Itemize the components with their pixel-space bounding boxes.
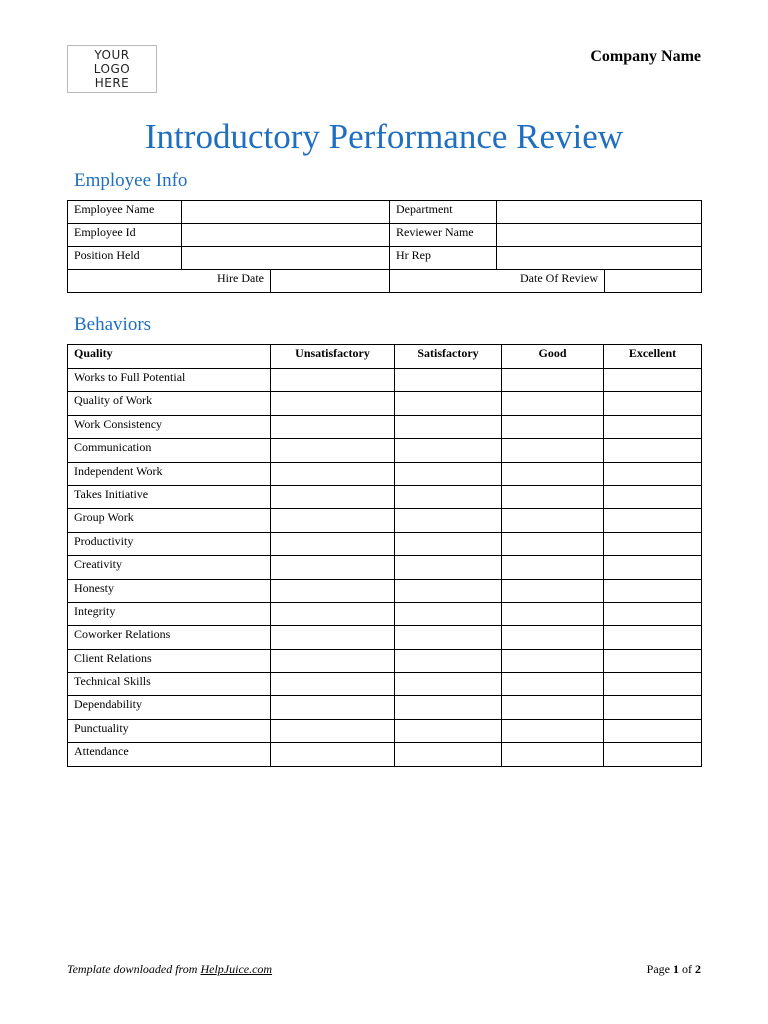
behavior-label: Technical Skills bbox=[68, 673, 271, 696]
rating-cell-excellent[interactable] bbox=[604, 719, 702, 742]
table-row bbox=[68, 602, 702, 625]
rating-cell-excellent[interactable] bbox=[604, 462, 702, 485]
rating-cell-excellent[interactable] bbox=[604, 696, 702, 719]
behavior-label: Works to Full Potential bbox=[68, 369, 271, 392]
rating-cell-good[interactable] bbox=[502, 579, 604, 602]
rating-cell-unsatisfactory[interactable] bbox=[271, 532, 395, 555]
department-label: Department bbox=[390, 201, 497, 224]
column-header-good: Good bbox=[502, 345, 604, 369]
behavior-label: Independent Work bbox=[68, 462, 271, 485]
department-field[interactable] bbox=[497, 201, 702, 224]
employee-info-table bbox=[67, 200, 702, 293]
behavior-label: Group Work bbox=[68, 509, 271, 532]
rating-cell-satisfactory[interactable] bbox=[395, 579, 502, 602]
table-header-row bbox=[68, 345, 702, 369]
table-row bbox=[68, 579, 702, 602]
rating-cell-excellent[interactable] bbox=[604, 626, 702, 649]
table-row bbox=[68, 696, 702, 719]
table-row bbox=[68, 369, 702, 392]
rating-cell-excellent[interactable] bbox=[604, 509, 702, 532]
rating-cell-excellent[interactable] bbox=[604, 439, 702, 462]
table-row bbox=[68, 485, 702, 508]
page-current: 1 bbox=[673, 962, 679, 976]
table-row bbox=[68, 532, 702, 555]
rating-cell-unsatisfactory[interactable] bbox=[271, 579, 395, 602]
table-row bbox=[68, 743, 702, 766]
table-row bbox=[68, 673, 702, 696]
rating-cell-good[interactable] bbox=[502, 719, 604, 742]
table-row bbox=[68, 270, 702, 293]
hr-rep-label: Hr Rep bbox=[390, 247, 497, 270]
helpjuice-link[interactable]: HelpJuice.com bbox=[200, 962, 273, 976]
table-row bbox=[68, 415, 702, 438]
rating-cell-good[interactable] bbox=[502, 602, 604, 625]
company-name: Company Name bbox=[590, 48, 701, 65]
footer-credit bbox=[67, 962, 272, 977]
rating-cell-good[interactable] bbox=[502, 626, 604, 649]
employee-id-field[interactable] bbox=[182, 224, 390, 247]
page-total: 2 bbox=[695, 962, 701, 976]
rating-cell-satisfactory[interactable] bbox=[395, 462, 502, 485]
behavior-label: Creativity bbox=[68, 556, 271, 579]
employee-name-field[interactable] bbox=[182, 201, 390, 224]
rating-cell-excellent[interactable] bbox=[604, 743, 702, 766]
table-row bbox=[68, 509, 702, 532]
rating-cell-satisfactory[interactable] bbox=[395, 509, 502, 532]
page-of: of bbox=[682, 962, 692, 976]
rating-cell-good[interactable] bbox=[502, 743, 604, 766]
behavior-label: Productivity bbox=[68, 532, 271, 555]
table-row bbox=[68, 556, 702, 579]
rating-cell-excellent[interactable] bbox=[604, 556, 702, 579]
column-header-satisfactory: Satisfactory bbox=[395, 345, 502, 369]
rating-cell-good[interactable] bbox=[502, 485, 604, 508]
hire-date-field[interactable] bbox=[271, 270, 390, 293]
hr-rep-field[interactable] bbox=[497, 247, 702, 270]
behavior-label: Dependability bbox=[68, 696, 271, 719]
rating-cell-unsatisfactory[interactable] bbox=[271, 719, 395, 742]
rating-cell-excellent[interactable] bbox=[604, 673, 702, 696]
behavior-label: Attendance bbox=[68, 743, 271, 766]
behaviors-heading: Behaviors bbox=[74, 314, 152, 335]
rating-cell-good[interactable] bbox=[502, 462, 604, 485]
rating-cell-good[interactable] bbox=[502, 509, 604, 532]
rating-cell-unsatisfactory[interactable] bbox=[271, 392, 395, 415]
rating-cell-good[interactable] bbox=[502, 696, 604, 719]
page-title: Introductory Performance Review bbox=[144, 117, 624, 156]
rating-cell-unsatisfactory[interactable] bbox=[271, 509, 395, 532]
employee-id-label: Employee Id bbox=[68, 224, 182, 247]
rating-cell-excellent[interactable] bbox=[604, 602, 702, 625]
rating-cell-satisfactory[interactable] bbox=[395, 626, 502, 649]
rating-cell-excellent[interactable] bbox=[604, 369, 702, 392]
employee-info-heading: Employee Info bbox=[74, 170, 188, 191]
rating-cell-unsatisfactory[interactable] bbox=[271, 626, 395, 649]
company-logo-placeholder bbox=[67, 45, 157, 93]
rating-cell-satisfactory[interactable] bbox=[395, 556, 502, 579]
rating-cell-satisfactory[interactable] bbox=[395, 649, 502, 672]
hire-date-label: Hire Date bbox=[68, 270, 271, 293]
position-held-field[interactable] bbox=[182, 247, 390, 270]
behavior-label: Quality of Work bbox=[68, 392, 271, 415]
rating-cell-good[interactable] bbox=[502, 439, 604, 462]
rating-cell-excellent[interactable] bbox=[604, 579, 702, 602]
employee-name-label: Employee Name bbox=[68, 201, 182, 224]
table-row bbox=[68, 462, 702, 485]
column-header-unsatisfactory: Unsatisfactory bbox=[271, 345, 395, 369]
rating-cell-good[interactable] bbox=[502, 369, 604, 392]
table-row bbox=[68, 201, 702, 224]
rating-cell-satisfactory[interactable] bbox=[395, 369, 502, 392]
table-row bbox=[68, 626, 702, 649]
rating-cell-excellent[interactable] bbox=[604, 392, 702, 415]
behavior-label: Client Relations bbox=[68, 649, 271, 672]
rating-cell-unsatisfactory[interactable] bbox=[271, 462, 395, 485]
rating-cell-good[interactable] bbox=[502, 532, 604, 555]
rating-cell-good[interactable] bbox=[502, 556, 604, 579]
rating-cell-unsatisfactory[interactable] bbox=[271, 602, 395, 625]
behavior-label: Integrity bbox=[68, 602, 271, 625]
table-row bbox=[68, 719, 702, 742]
rating-cell-satisfactory[interactable] bbox=[395, 532, 502, 555]
rating-cell-satisfactory[interactable] bbox=[395, 485, 502, 508]
behavior-label: Honesty bbox=[68, 579, 271, 602]
column-header-quality: Quality bbox=[68, 345, 271, 369]
rating-cell-excellent[interactable] bbox=[604, 532, 702, 555]
page-number bbox=[647, 962, 701, 977]
rating-cell-satisfactory[interactable] bbox=[395, 743, 502, 766]
rating-cell-satisfactory[interactable] bbox=[395, 415, 502, 438]
rating-cell-satisfactory[interactable] bbox=[395, 602, 502, 625]
position-held-label: Position Held bbox=[68, 247, 182, 270]
rating-cell-good[interactable] bbox=[502, 649, 604, 672]
behavior-label: Punctuality bbox=[68, 719, 271, 742]
date-of-review-field[interactable] bbox=[605, 270, 702, 293]
rating-cell-satisfactory[interactable] bbox=[395, 673, 502, 696]
rating-cell-unsatisfactory[interactable] bbox=[271, 556, 395, 579]
rating-cell-unsatisfactory[interactable] bbox=[271, 369, 395, 392]
reviewer-name-field[interactable] bbox=[497, 224, 702, 247]
table-row bbox=[68, 439, 702, 462]
rating-cell-unsatisfactory[interactable] bbox=[271, 743, 395, 766]
rating-cell-good[interactable] bbox=[502, 392, 604, 415]
behavior-label: Coworker Relations bbox=[68, 626, 271, 649]
rating-cell-unsatisfactory[interactable] bbox=[271, 673, 395, 696]
footer-credit-text: Template downloaded from bbox=[67, 962, 198, 976]
table-row bbox=[68, 392, 702, 415]
logo-text: YOUR LOGO HERE bbox=[93, 48, 131, 90]
table-row bbox=[68, 224, 702, 247]
behavior-label: Communication bbox=[68, 439, 271, 462]
table-row bbox=[68, 247, 702, 270]
behavior-label: Takes Initiative bbox=[68, 485, 271, 508]
rating-cell-satisfactory[interactable] bbox=[395, 719, 502, 742]
table-row bbox=[68, 649, 702, 672]
rating-cell-unsatisfactory[interactable] bbox=[271, 649, 395, 672]
behavior-label: Work Consistency bbox=[68, 415, 271, 438]
rating-cell-satisfactory[interactable] bbox=[395, 696, 502, 719]
rating-cell-satisfactory[interactable] bbox=[395, 439, 502, 462]
date-of-review-label: Date Of Review bbox=[390, 270, 605, 293]
behaviors-table bbox=[67, 344, 702, 767]
rating-cell-unsatisfactory[interactable] bbox=[271, 485, 395, 508]
rating-cell-excellent[interactable] bbox=[604, 415, 702, 438]
page-label: Page bbox=[646, 962, 670, 976]
rating-cell-excellent[interactable] bbox=[604, 485, 702, 508]
rating-cell-good[interactable] bbox=[502, 673, 604, 696]
rating-cell-satisfactory[interactable] bbox=[395, 392, 502, 415]
rating-cell-unsatisfactory[interactable] bbox=[271, 696, 395, 719]
column-header-excellent: Excellent bbox=[604, 345, 702, 369]
rating-cell-good[interactable] bbox=[502, 415, 604, 438]
rating-cell-unsatisfactory[interactable] bbox=[271, 415, 395, 438]
reviewer-name-label: Reviewer Name bbox=[390, 224, 497, 247]
rating-cell-unsatisfactory[interactable] bbox=[271, 439, 395, 462]
rating-cell-excellent[interactable] bbox=[604, 649, 702, 672]
